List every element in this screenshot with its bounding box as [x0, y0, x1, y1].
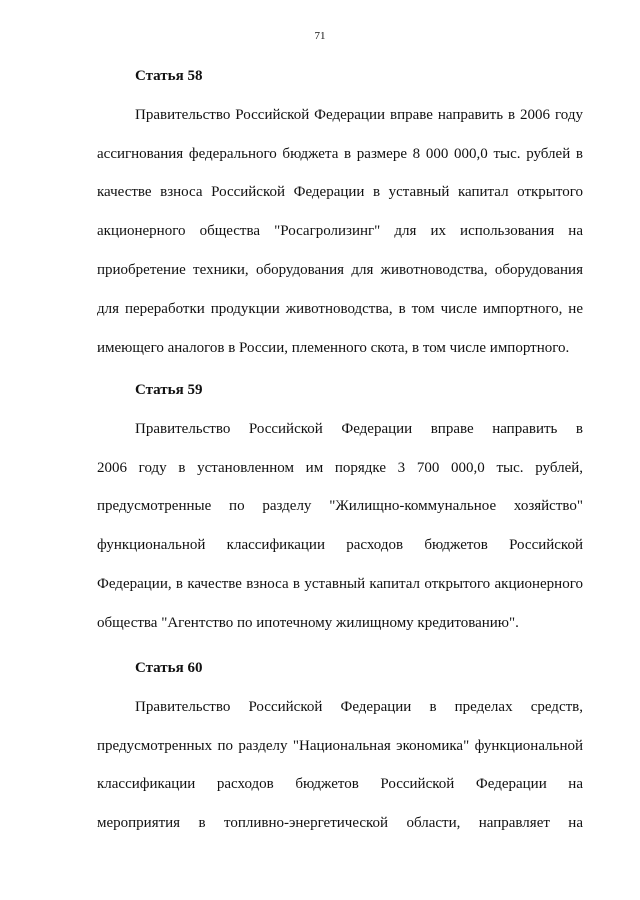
text-line: ассигнования федерального бюджета в размере 8 000 000,0 тыс. рублей в	[97, 145, 583, 162]
text-line: предусмотренных по разделу "Национальная экономика" функциональной	[97, 737, 583, 754]
article-58	[97, 66, 583, 358]
text-line: для переработки продукции животноводства, в том числе импортного, не	[97, 300, 583, 317]
text-line: Правительство Российской Федерации в пределах средств,	[135, 698, 583, 715]
article-60	[97, 658, 583, 833]
text-line: предусмотренные по разделу "Жилищно-коммунальное хозяйство"	[97, 498, 583, 515]
text-line: приобретение техники, оборудования для животноводства, оборудования	[97, 261, 583, 278]
text-line: классификации расходов бюджетов Российской Федерации на	[97, 776, 583, 793]
article-title: Статья 59	[135, 382, 203, 398]
text-line: Правительство Российской Федерации вправе направить в	[135, 420, 583, 437]
text-line: акционерного общества "Росагролизинг" для их использования на	[97, 223, 583, 240]
text-line: функциональной классификации расходов бюджетов Российской	[97, 537, 583, 554]
text-line: Федерации, в качестве взноса в уставный капитал открытого акционерного	[97, 575, 583, 592]
text-line: Правительство Российской Федерации вправе направить в 2006 году	[135, 106, 583, 123]
page-number: 71	[314, 30, 326, 42]
text-line: имеющего аналогов в России, племенного скота, в том числе импортного.	[97, 339, 570, 356]
article-title: Статья 58	[135, 68, 203, 84]
article-title: Статья 60	[135, 660, 203, 676]
text-line: 2006 году в установленном им порядке 3 700 000,0 тыс. рублей,	[97, 459, 583, 476]
text-line: мероприятия в топливно-энергетической области, направляет на	[97, 815, 583, 832]
article-59	[97, 380, 583, 633]
text-line: общества "Агентство по ипотечному жилищному кредитованию".	[97, 614, 519, 631]
text-line: качестве взноса Российской Федерации в уставный капитал открытого	[97, 184, 583, 201]
